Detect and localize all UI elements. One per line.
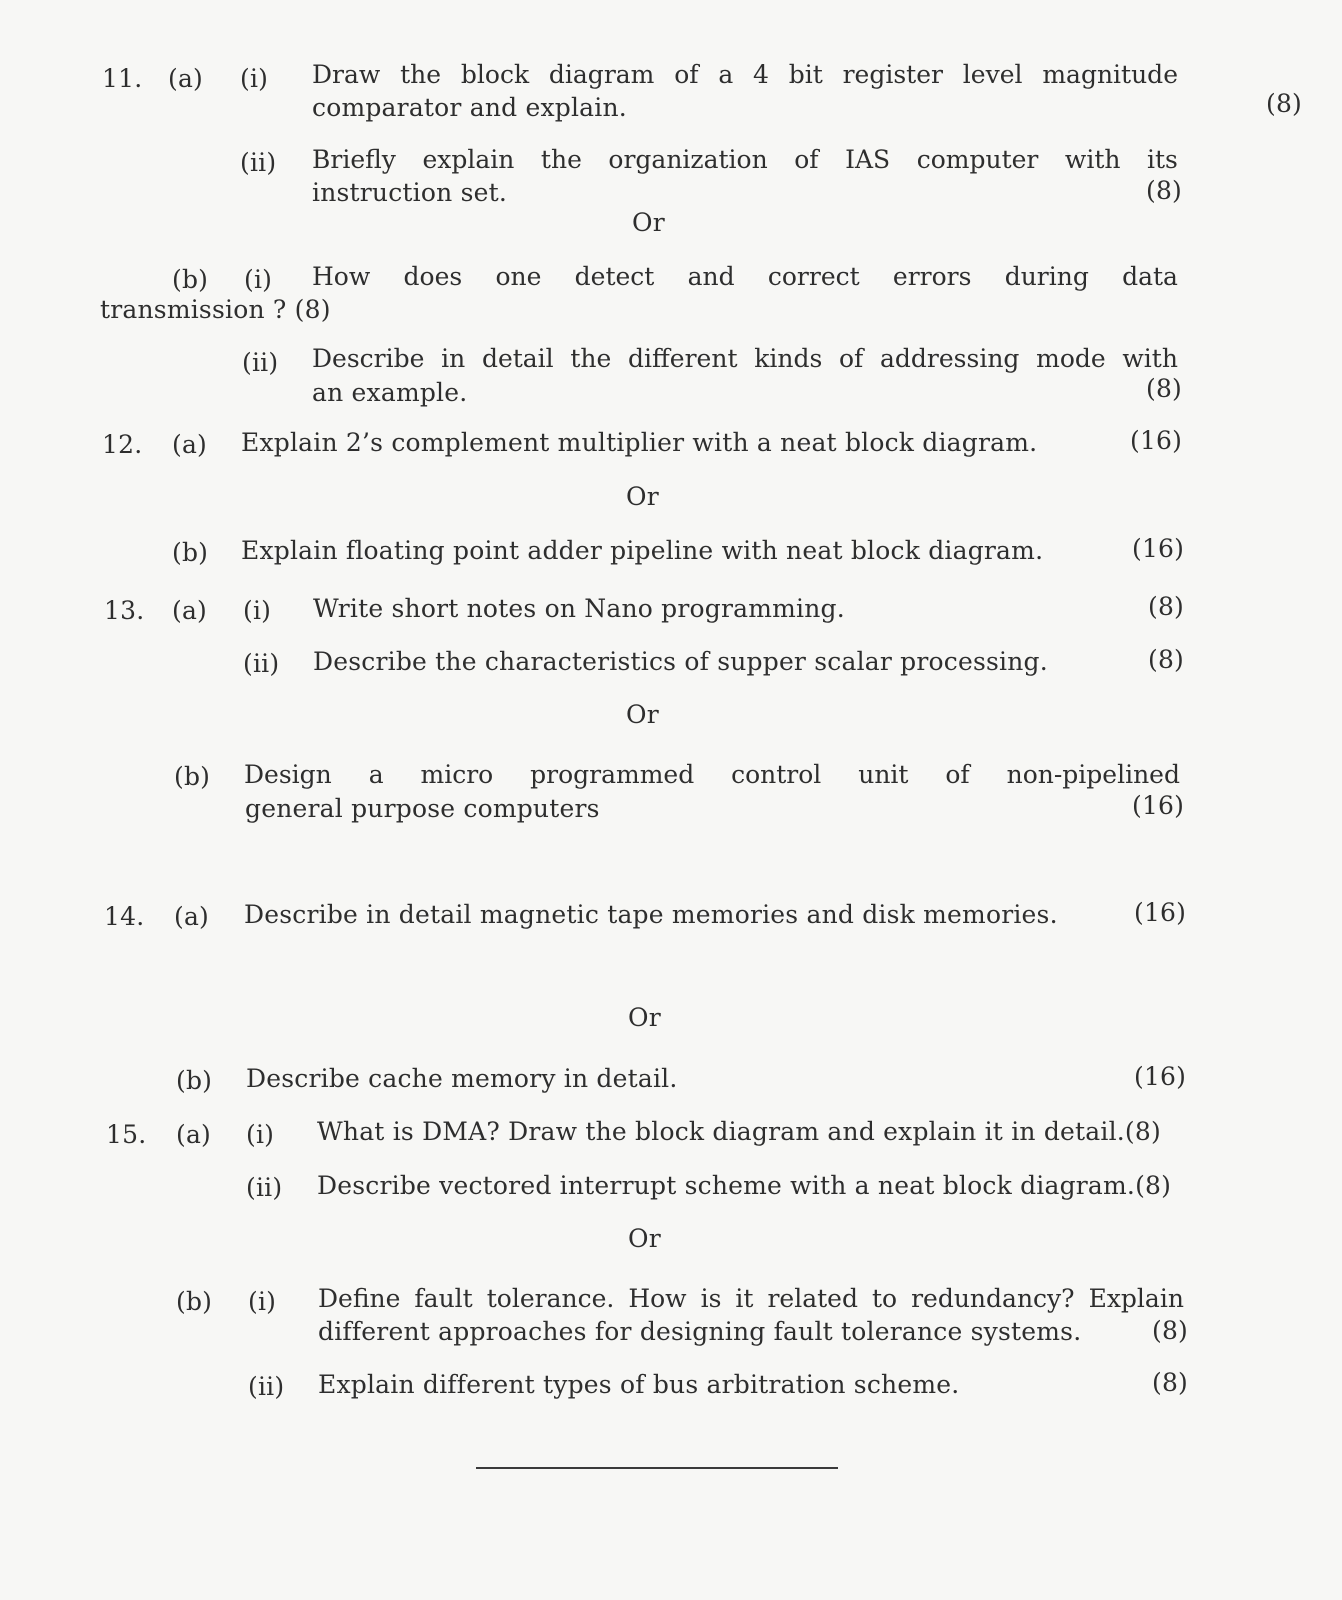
word: of bbox=[794, 145, 819, 174]
word: errors bbox=[892, 262, 972, 291]
q11a-i-line1 bbox=[312, 60, 1178, 90]
q12-or-separator: Or bbox=[626, 482, 659, 511]
word: Design bbox=[244, 760, 332, 789]
q12a-marks: (16) bbox=[1130, 426, 1183, 455]
word: tolerance. bbox=[486, 1284, 615, 1313]
question-number-13: 13. bbox=[104, 596, 145, 625]
word: kinds bbox=[754, 344, 823, 373]
word: data bbox=[1122, 262, 1178, 291]
question-number-11: 11. bbox=[102, 64, 143, 93]
q11a-i-line2: comparator and explain. bbox=[312, 93, 627, 122]
q11a-ii-line2: instruction set. bbox=[312, 178, 507, 207]
q13b-line2: general purpose computers bbox=[245, 794, 600, 823]
q14-or-separator: Or bbox=[628, 1003, 661, 1032]
word: Describe bbox=[312, 344, 425, 373]
word: correct bbox=[767, 262, 860, 291]
question-number-12: 12. bbox=[102, 430, 143, 459]
q13a-sub-i-label: (i) bbox=[243, 596, 272, 625]
q11-part-b-label: (b) bbox=[172, 265, 209, 294]
q15a-i-text: What is DMA? Draw the block diagram and explain it in detail.(8) bbox=[317, 1117, 1161, 1146]
q15b-i-line2: different approaches for designing fault tolerance systems. bbox=[318, 1317, 1082, 1346]
q15b-i-line1 bbox=[318, 1284, 1184, 1314]
word: How bbox=[312, 262, 371, 291]
word: level bbox=[962, 60, 1023, 89]
word: Draw bbox=[312, 60, 381, 89]
q11b-i-line2: transmission ? (8) bbox=[100, 295, 331, 324]
q13b-line1 bbox=[244, 760, 1180, 790]
q12b-marks: (16) bbox=[1132, 534, 1185, 563]
q12a-text: Explain 2’s complement multiplier with a neat block diagram. bbox=[241, 428, 1038, 457]
word: a bbox=[368, 760, 384, 789]
word: Explain bbox=[1088, 1284, 1184, 1313]
q15b-sub-ii-label: (ii) bbox=[248, 1372, 285, 1401]
word: the bbox=[400, 60, 442, 89]
word: unit bbox=[858, 760, 909, 789]
word: non-pipelined bbox=[1006, 760, 1180, 789]
word: programmed bbox=[530, 760, 695, 789]
q11-or-separator: Or bbox=[632, 208, 665, 237]
q11a-i-marks: (8) bbox=[1266, 89, 1303, 118]
q13a-ii-marks: (8) bbox=[1148, 645, 1185, 674]
word: diagram bbox=[548, 60, 655, 89]
q11-part-a-label: (a) bbox=[168, 64, 204, 93]
word: register bbox=[842, 60, 943, 89]
q11b-sub-ii-label: (ii) bbox=[242, 348, 279, 377]
word: computer bbox=[916, 145, 1039, 174]
q15-part-a-label: (a) bbox=[176, 1120, 212, 1149]
word: IAS bbox=[845, 145, 891, 174]
q13-part-b-label: (b) bbox=[174, 762, 211, 791]
q11b-ii-line1 bbox=[312, 344, 1178, 374]
q15a-ii-text: Describe vectored interrupt scheme with a neat block diagram.(8) bbox=[317, 1171, 1172, 1200]
word: fault bbox=[414, 1284, 473, 1313]
q13a-ii-text: Describe the characteristics of supper scalar processing. bbox=[313, 647, 1048, 676]
q11a-sub-i-label: (i) bbox=[240, 64, 269, 93]
q15b-i-marks: (8) bbox=[1152, 1316, 1189, 1345]
q11a-sub-ii-label: (ii) bbox=[240, 148, 277, 177]
q15b-ii-marks: (8) bbox=[1152, 1368, 1189, 1397]
word: the bbox=[570, 344, 612, 373]
word: How bbox=[628, 1284, 687, 1313]
q14a-marks: (16) bbox=[1134, 898, 1187, 927]
q12-part-a-label: (a) bbox=[172, 430, 208, 459]
q13-part-a-label: (a) bbox=[172, 596, 208, 625]
word: magnitude bbox=[1042, 60, 1178, 89]
word: mode bbox=[1036, 344, 1106, 373]
q15b-sub-i-label: (i) bbox=[248, 1287, 277, 1316]
word: explain bbox=[422, 145, 515, 174]
word: in bbox=[441, 344, 466, 373]
word: of bbox=[674, 60, 699, 89]
word: and bbox=[687, 262, 735, 291]
word: during bbox=[1004, 262, 1089, 291]
q11a-ii-line1 bbox=[312, 145, 1178, 175]
end-of-paper-rule bbox=[476, 1467, 838, 1469]
question-number-15: 15. bbox=[106, 1120, 147, 1149]
q15-part-b-label: (b) bbox=[176, 1287, 213, 1316]
q11b-ii-line2: an example. bbox=[312, 378, 468, 407]
word: is bbox=[700, 1284, 722, 1313]
q12-part-b-label: (b) bbox=[172, 538, 209, 567]
word: control bbox=[731, 760, 822, 789]
word: bit bbox=[788, 60, 823, 89]
word: one bbox=[495, 262, 542, 291]
word: to bbox=[871, 1284, 898, 1313]
word: different bbox=[628, 344, 738, 373]
word: block bbox=[460, 60, 530, 89]
q13a-i-text: Write short notes on Nano programming. bbox=[313, 594, 845, 623]
q13-or-separator: Or bbox=[626, 700, 659, 729]
q14b-text: Describe cache memory in detail. bbox=[246, 1064, 678, 1093]
word: a bbox=[718, 60, 734, 89]
q15b-ii-text: Explain different types of bus arbitration scheme. bbox=[318, 1370, 960, 1399]
word: does bbox=[403, 262, 463, 291]
word: addressing bbox=[880, 344, 1020, 373]
q11a-ii-marks: (8) bbox=[1146, 176, 1183, 205]
word: detail bbox=[481, 344, 554, 373]
q15a-sub-ii-label: (ii) bbox=[246, 1173, 283, 1202]
word: Define bbox=[318, 1284, 401, 1313]
q15a-sub-i-label: (i) bbox=[246, 1120, 275, 1149]
word: detect bbox=[574, 262, 655, 291]
word: of bbox=[945, 760, 970, 789]
word: of bbox=[839, 344, 864, 373]
word: it bbox=[735, 1284, 754, 1313]
word: its bbox=[1147, 145, 1178, 174]
q11b-sub-i-label: (i) bbox=[244, 265, 273, 294]
q11b-ii-marks: (8) bbox=[1146, 374, 1183, 403]
word: micro bbox=[420, 760, 494, 789]
q13a-sub-ii-label: (ii) bbox=[243, 649, 280, 678]
word: the bbox=[540, 145, 582, 174]
word: organization bbox=[608, 145, 768, 174]
word: with bbox=[1122, 344, 1178, 373]
word: related bbox=[767, 1284, 858, 1313]
word: redundancy? bbox=[911, 1284, 1075, 1313]
q14b-marks: (16) bbox=[1134, 1062, 1187, 1091]
q14-part-b-label: (b) bbox=[176, 1066, 213, 1095]
q13b-marks: (16) bbox=[1132, 791, 1185, 820]
q12b-text: Explain floating point adder pipeline with neat block diagram. bbox=[241, 536, 1044, 565]
q11b-i-line1 bbox=[312, 262, 1178, 292]
q14a-text: Describe in detail magnetic tape memories and disk memories. bbox=[244, 900, 1058, 929]
q15-or-separator: Or bbox=[628, 1224, 661, 1253]
question-number-14: 14. bbox=[104, 902, 145, 931]
word: with bbox=[1064, 145, 1121, 174]
q13a-i-marks: (8) bbox=[1148, 592, 1185, 621]
word: Briefly bbox=[312, 145, 396, 174]
q14-part-a-label: (a) bbox=[174, 902, 210, 931]
word: 4 bbox=[753, 60, 769, 89]
